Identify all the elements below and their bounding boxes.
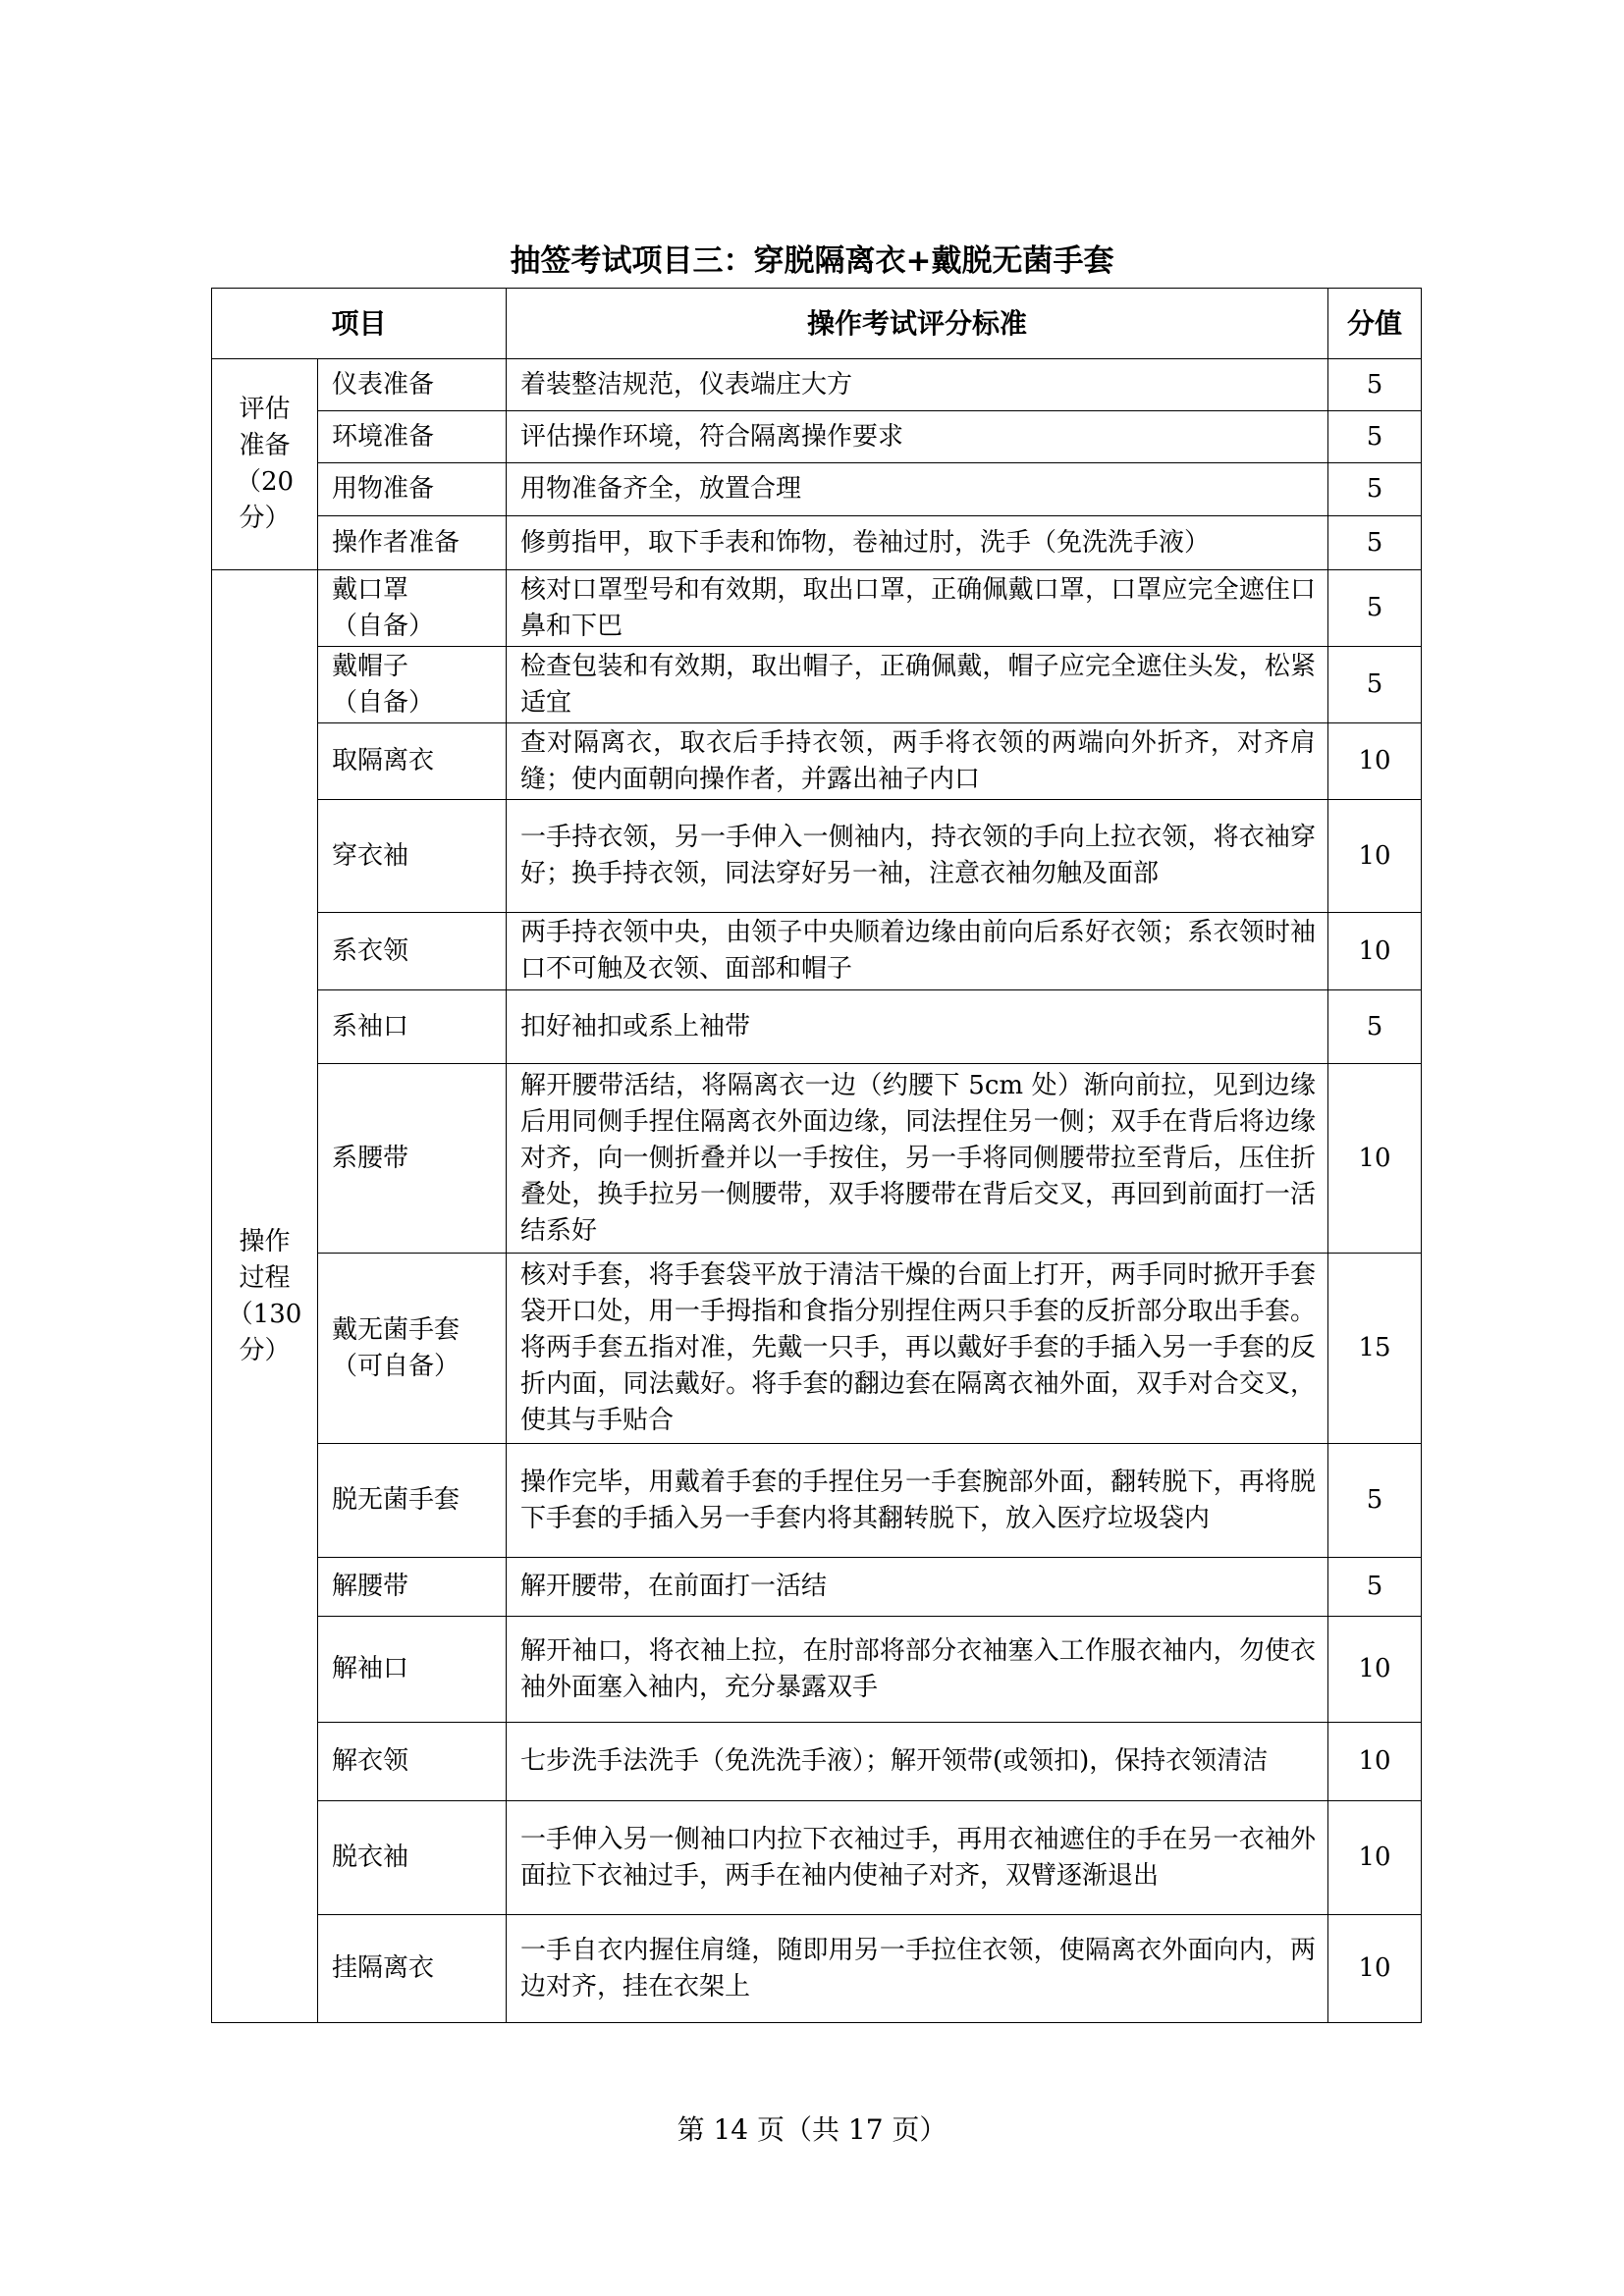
item-cell: 操作者准备 [318, 516, 507, 570]
standard-cell: 七步洗手法洗手（免洗洗手液）；解开领带(或领扣)，保持衣领清洁 [507, 1723, 1328, 1801]
table-header-row [212, 289, 1422, 359]
score-cell: 15 [1328, 1254, 1422, 1444]
score-cell: 5 [1328, 463, 1422, 516]
standard-cell: 一手自衣内握住肩缝，随即用另一手拉住衣领，使隔离衣外面向内，两边对齐，挂在衣架上 [507, 1915, 1328, 2023]
standard-cell: 操作完毕，用戴着手套的手捏住另一手套腕部外面，翻转脱下，再将脱下手套的手插入另一手套内将其翻转脱下，放入医疗垃圾袋内 [507, 1444, 1328, 1558]
standard-cell: 解开腰带活结，将隔离衣一边（约腰下 5cm 处）渐向前拉，见到边缘后用同侧手捏住隔离衣外面边缘，同法捏住另一侧；双手在背后将边缘对齐，向一侧折叠并以一手按住，另一手将同侧腰带拉至背后，压住折叠处，换手拉另一侧腰带，双手将腰带在背后交叉，再回到前面打一活结系好 [507, 1064, 1328, 1254]
standard-cell: 解开腰带，在前面打一活结 [507, 1558, 1328, 1617]
table-row [212, 1723, 1422, 1801]
header-item: 项目 [212, 289, 507, 359]
score-cell: 5 [1328, 990, 1422, 1064]
item-cell: 戴帽子 （自备） [318, 647, 507, 723]
table-row [212, 1617, 1422, 1723]
item-cell: 穿衣袖 [318, 800, 507, 913]
score-cell: 5 [1328, 570, 1422, 647]
score-cell: 5 [1328, 1444, 1422, 1558]
category-cell: 评估 准备 （20 分） [212, 359, 318, 570]
header-score: 分值 [1328, 289, 1422, 359]
item-cell: 戴无菌手套 （可自备） [318, 1254, 507, 1444]
score-cell: 10 [1328, 1723, 1422, 1801]
item-cell: 脱无菌手套 [318, 1444, 507, 1558]
table-row [212, 1254, 1422, 1444]
table-row [212, 990, 1422, 1064]
table-row [212, 1801, 1422, 1915]
category-cell: 操作 过程 （130 分） [212, 570, 318, 2023]
table-row [212, 516, 1422, 570]
item-cell: 解袖口 [318, 1617, 507, 1723]
page-title: 抽签考试项目三：穿脱隔离衣+戴脱无菌手套 [510, 243, 1114, 279]
item-cell: 取隔离衣 [318, 723, 507, 800]
table-row [212, 411, 1422, 463]
item-cell: 仪表准备 [318, 359, 507, 411]
standard-cell: 用物准备齐全，放置合理 [507, 463, 1328, 516]
standard-cell: 扣好袖扣或系上袖带 [507, 990, 1328, 1064]
table-row [212, 1444, 1422, 1558]
header-standard: 操作考试评分标准 [507, 289, 1328, 359]
item-cell: 挂隔离衣 [318, 1915, 507, 2023]
item-cell: 系袖口 [318, 990, 507, 1064]
table-row [212, 463, 1422, 516]
score-cell: 5 [1328, 411, 1422, 463]
item-cell: 解衣领 [318, 1723, 507, 1801]
score-cell: 10 [1328, 1915, 1422, 2023]
table-row [212, 800, 1422, 913]
table-row [212, 359, 1422, 411]
score-cell: 5 [1328, 1558, 1422, 1617]
item-cell: 用物准备 [318, 463, 507, 516]
item-cell: 系腰带 [318, 1064, 507, 1254]
item-cell: 系衣领 [318, 913, 507, 990]
table-row [212, 913, 1422, 990]
standard-cell: 核对手套，将手套袋平放于清洁干燥的台面上打开，两手同时掀开手套袋开口处，用一手拇指和食指分别捏住两只手套的反折部分取出手套。将两手套五指对准，先戴一只手，再以戴好手套的手插入另一手套的反折内面，同法戴好。将手套的翻边套在隔离衣袖外面，双手对合交叉，使其与手贴合 [507, 1254, 1328, 1444]
score-cell: 10 [1328, 1801, 1422, 1915]
standard-cell: 查对隔离衣，取衣后手持衣领，两手将衣领的两端向外折齐，对齐肩缝；使内面朝向操作者，并露出袖子内口 [507, 723, 1328, 800]
standard-cell: 核对口罩型号和有效期，取出口罩，正确佩戴口罩，口罩应完全遮住口鼻和下巴 [507, 570, 1328, 647]
standard-cell: 着装整洁规范，仪表端庄大方 [507, 359, 1328, 411]
standard-cell: 两手持衣领中央，由领子中央顺着边缘由前向后系好衣领；系衣领时袖口不可触及衣领、面部和帽子 [507, 913, 1328, 990]
standard-cell: 修剪指甲，取下手表和饰物，卷袖过肘，洗手（免洗洗手液） [507, 516, 1328, 570]
item-cell: 脱衣袖 [318, 1801, 507, 1915]
standard-cell: 检查包装和有效期，取出帽子，正确佩戴，帽子应完全遮住头发，松紧适宜 [507, 647, 1328, 723]
scoring-table [211, 288, 1422, 2023]
score-cell: 10 [1328, 800, 1422, 913]
score-cell: 10 [1328, 723, 1422, 800]
table-row [212, 570, 1422, 647]
standard-cell: 一手持衣领，另一手伸入一侧袖内，持衣领的手向上拉衣领，将衣袖穿好；换手持衣领，同法穿好另一袖，注意衣袖勿触及面部 [507, 800, 1328, 913]
item-cell: 环境准备 [318, 411, 507, 463]
score-cell: 10 [1328, 1064, 1422, 1254]
table-row [212, 647, 1422, 723]
table-row [212, 1558, 1422, 1617]
table-row [212, 1064, 1422, 1254]
score-cell: 5 [1328, 647, 1422, 723]
item-cell: 解腰带 [318, 1558, 507, 1617]
score-cell: 5 [1328, 516, 1422, 570]
standard-cell: 评估操作环境，符合隔离操作要求 [507, 411, 1328, 463]
score-cell: 10 [1328, 913, 1422, 990]
score-cell: 5 [1328, 359, 1422, 411]
page-footer: 第 14 页（共 17 页） [677, 2113, 947, 2146]
score-cell: 10 [1328, 1617, 1422, 1723]
item-cell: 戴口罩 （自备） [318, 570, 507, 647]
standard-cell: 一手伸入另一侧袖口内拉下衣袖过手，再用衣袖遮住的手在另一衣袖外面拉下衣袖过手，两手在袖内使袖子对齐，双臂逐渐退出 [507, 1801, 1328, 1915]
standard-cell: 解开袖口，将衣袖上拉，在肘部将部分衣袖塞入工作服衣袖内，勿使衣袖外面塞入袖内，充分暴露双手 [507, 1617, 1328, 1723]
table-row [212, 1915, 1422, 2023]
table-row [212, 723, 1422, 800]
